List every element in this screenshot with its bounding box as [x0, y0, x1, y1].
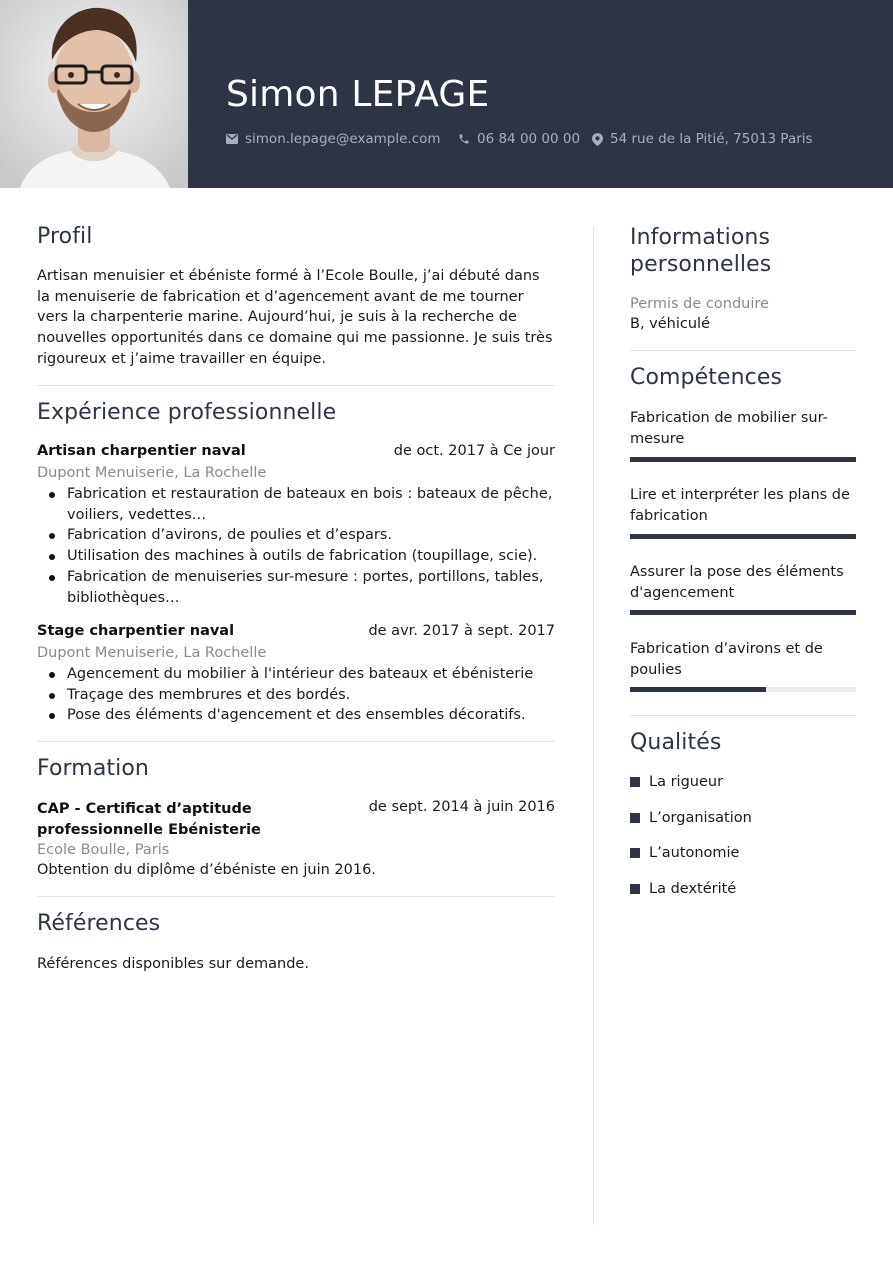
license-label: Permis de conduire	[630, 296, 769, 312]
profile-section-title: Profil	[37, 224, 93, 249]
email-icon	[226, 134, 238, 144]
skill-level-fill	[630, 457, 856, 462]
list-item: Traçage des membrures et des bordés.	[37, 685, 557, 706]
section-divider	[37, 385, 555, 386]
education-section-title: Formation	[37, 756, 149, 781]
job-title: Stage charpentier naval	[37, 623, 235, 639]
profile-photo	[0, 0, 188, 188]
quality-item	[630, 881, 736, 897]
section-divider	[630, 350, 856, 351]
section-divider	[630, 715, 856, 716]
square-bullet-icon	[630, 813, 640, 823]
skill-level-fill	[630, 610, 856, 615]
job-company: Dupont Menuiserie, La Rochelle	[37, 465, 267, 481]
list-item: Fabrication de menuiseries sur-mesure : portes, portillons, tables, bibliothèques…	[37, 567, 557, 608]
personal-info-section-title: Informations personnelles	[630, 225, 772, 277]
location-pin-icon	[592, 133, 603, 146]
list-item: Fabrication d’avirons, de poulies et d’espars.	[37, 525, 557, 546]
skill-name: Lire et interpréter les plans de fabrication	[630, 487, 850, 524]
header	[0, 0, 893, 188]
skill-name: Assurer la pose des éléments d'agencement	[630, 564, 844, 601]
column-divider	[593, 226, 594, 1225]
contact-email[interactable]	[226, 131, 441, 147]
square-bullet-icon	[630, 884, 640, 894]
skill-name: Fabrication de mobilier sur-mesure	[630, 410, 828, 447]
list-item: Agencement du mobilier à l'intérieur des bateaux et ébénisterie	[37, 664, 557, 685]
quality-label: L’autonomie	[649, 845, 740, 861]
phone-text: 06 84 00 00 00	[477, 131, 581, 147]
email-text: simon.lepage@example.com	[245, 131, 441, 147]
job-bullet-list	[37, 664, 557, 726]
skill-level-fill	[630, 687, 766, 692]
list-item: Fabrication et restauration de bateaux en bois : bateaux de pêche, voiliers, vedettes…	[37, 484, 557, 525]
education-note: Obtention du diplôme d’ébéniste en juin 2016.	[37, 862, 376, 878]
job-date: de avr. 2017 à sept. 2017	[368, 623, 555, 639]
list-item: Utilisation des machines à outils de fabrication (toupillage, scie).	[37, 546, 557, 567]
quality-label: La dextérité	[649, 881, 737, 897]
contact-phone[interactable]	[458, 131, 580, 147]
section-divider	[37, 741, 555, 742]
list-item: Pose des éléments d'agencement et des ensembles décoratifs.	[37, 705, 557, 726]
profile-text: Artisan menuisier et ébéniste formé à l’Ecole Boulle, j’ai débuté dans la menuiserie de fabrication et d’agencement avant de me tourner vers la charpenterie marine. Aujourd’hui, je suis à la recherche de nouvelles opportunités dans ce domaine qui me passionne. Je suis très rigoureux et j’aime travailler en équipe.	[37, 268, 553, 367]
skills-section-title: Compétences	[630, 365, 783, 390]
skill-level-bar	[630, 534, 856, 539]
skill-name: Fabrication d’avirons et de poulies	[630, 641, 823, 678]
portrait-image	[0, 0, 188, 188]
candidate-name: Simon LEPAGE	[226, 74, 490, 115]
quality-item	[630, 774, 723, 790]
contact-address	[592, 131, 813, 147]
address-text: 54 rue de la Pitié, 75013 Paris	[610, 131, 813, 147]
experience-section-title: Expérience professionnelle	[37, 400, 337, 425]
skill-level-bar	[630, 687, 856, 692]
job-bullet-list	[37, 484, 557, 608]
qualities-section-title: Qualités	[630, 730, 722, 755]
job-company: Dupont Menuiserie, La Rochelle	[37, 645, 267, 661]
quality-label: La rigueur	[649, 774, 724, 790]
quality-item	[630, 845, 739, 861]
section-divider	[37, 896, 555, 897]
references-text: Références disponibles sur demande.	[37, 956, 309, 972]
square-bullet-icon	[630, 777, 640, 787]
degree-title: CAP - Certificat d’aptitude professionnelle Ebénisterie	[37, 801, 261, 838]
quality-label: L’organisation	[649, 810, 752, 826]
job-title: Artisan charpentier naval	[37, 443, 246, 459]
school-name: Ecole Boulle, Paris	[37, 842, 170, 858]
square-bullet-icon	[630, 848, 640, 858]
education-date: de sept. 2014 à juin 2016	[368, 799, 555, 815]
quality-item	[630, 810, 752, 826]
skill-level-bar	[630, 457, 856, 462]
references-section-title: Références	[37, 911, 161, 936]
job-date: de oct. 2017 à Ce jour	[393, 443, 555, 459]
skill-level-bar	[630, 610, 856, 615]
phone-icon	[458, 133, 470, 145]
skill-level-fill	[630, 534, 856, 539]
license-value: B, véhiculé	[630, 316, 710, 332]
